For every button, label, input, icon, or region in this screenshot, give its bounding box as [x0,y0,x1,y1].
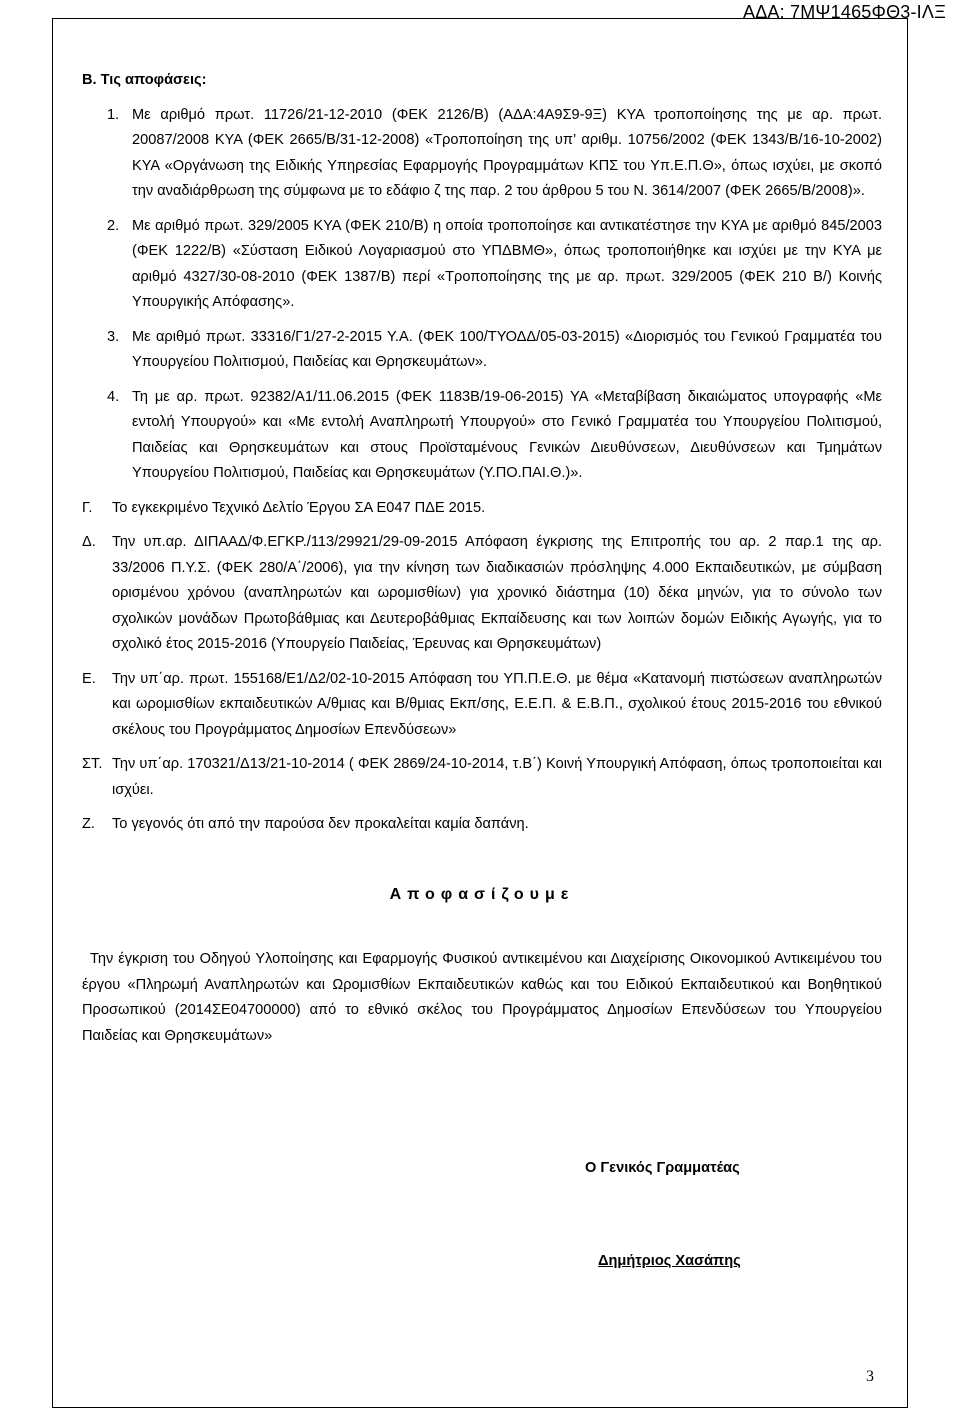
list-item [82,103,882,205]
ada-code: ΑΔΑ: 7ΜΨ1465ΦΘ3-ΙΛΞ [742,2,946,22]
section-letter: Ε. [82,670,96,687]
section-text: Την υπ.αρ. ΔΙΠΑΑΔ/Φ.ΕΓΚΡ./113/29921/29-09-2015 Απόφαση έγκρισης της Επιτροπής του αρ. 2 παρ.1 της αρ. 33/2006 Π.Υ.Σ. (ΦΕΚ 280/Α΄/2006), για την κίνηση των διαδικασιών πρόσληψης 4.000 Εκπαιδευτικών, με σύμβαση ορισμένου χρόνου (αναπληρωτών και ωρομισθίων) για χρονικό διάστημα (10) δέκα μηνών, για το σύνολο των σχολικών μονάδων Πρωτοβάθμιας και Δευτεροβάθμιας Εκπαίδευσης και των λοιπών δομών Ειδικής Αγωγής, για το σχολικό έτος 2015-2016 (Υπουργείο Παιδείας, Έρευνας και Θρησκευμάτων) [112,534,882,652]
list-item [82,385,882,487]
signer-title: Ο Γενικός Γραμματέας [585,1160,740,1176]
decision-text: Την έγκριση του Οδηγού Υλοποίησης και Εφαρμογής Φυσικού αντικειμένου και Διαχείρισης Οικονομικού Αντικειμένου του έργου «Πληρωμή Αναπληρωτών και Ωρομισθίων Εκπαιδευτικών καθώς και του Ειδικού Εκπαιδευτικού και Βοηθητικού Προσωπικού (2014ΣΕ04700000) από το εθνικό σκέλος του Προγράμματος Δημοσίων Επενδύσεων του Υπουργείου Παιδείας και Θρησκευμάτων» [82,951,882,1044]
page-number: 3 [866,1368,874,1385]
item-number: 3. [107,328,120,345]
section-item [82,530,882,658]
item-text: Με αριθμό πρωτ. 329/2005 ΚΥΑ (ΦΕΚ 210/Β) η οποία τροποποίησε και αντικατέστησε την ΚΥΑ με αριθμό 845/2003 (ΦΕΚ 1222/Β) «Σύσταση Ειδικού Λογαριασμού στο ΥΠΔΒΜΘ», όπως τροποποιήθηκε και ισχύει με την ΚΥΑ με αριθμό 4327/30-08-2010 (ΦΕΚ 1387/Β) περί «Τροποποίησης της με αρ. πρωτ. 329/2005 (ΦΕΚ 210 Β/) Κοινής Υπουργικής Απόφασης». [132,217,882,310]
section-letter: Δ. [82,534,96,550]
section-letter: Ζ. [82,816,95,832]
section-letter: ΣΤ. [82,756,103,772]
section-item [82,667,882,744]
section-b-title: Β. Τις αποφάσεις: [82,72,207,88]
list-item [82,325,882,376]
item-number: 1. [107,106,120,123]
section-text: Το γεγονός ότι από την παρούσα δεν προκαλείται καμία δαπάνη. [112,816,529,832]
document-body [82,68,882,1049]
item-number: 4. [107,388,120,405]
section-text: Το εγκεκριμένο Τεχνικό Δελτίο Έργου ΣΑ Ε047 ΠΔΕ 2015. [112,499,486,516]
list-item [82,214,882,316]
item-text: Τη με αρ. πρωτ. 92382/Α1/11.06.2015 (ΦΕΚ 1183Β/19-06-2015) ΥΑ «Μεταβίβαση δικαιώματος υπογραφής «Με εντολή Υπουργού» και «Με εντολή Αναπληρωτή Υπουργού» στο Γενικό Γραμματέα του Υπουργείου Πολιτισμού, Παιδείας και Θρησκευμάτων και στους Προϊσταμένους Γενικών Διευθύνσεων, Διευθύνσεων και Τμημάτων Υπουργείου Πολιτισμού, Παιδείας και Θρησκευμάτων (Υ.ΠΟ.ΠΑΙ.Θ.)». [132,388,882,481]
item-text: Με αριθμό πρωτ. 11726/21-12-2010 (ΦΕΚ 2126/Β) (ΑΔΑ:4Α9Σ9-9Ξ) ΚΥΑ τροποποίησης της με αρ. πρωτ. 20087/2008 ΚΥΑ (ΦΕΚ 2665/Β/31-12-2008) «Τροποποίηση της υπ’ αριθμ. 10756/2002 (ΦΕΚ 1343/Β/16-10-2002) ΚΥΑ «Οργάνωση της Ειδικής Υπηρεσίας Εφαρμογής Προγραμμάτων ΚΠΣ του Υπ.Ε.Π.Θ», όπως ισχύει, με σκοπό την αναδιάρθρωση της σύμφωνα με το εδάφιο ζ της παρ. 2 του άρθρου 5 του Ν. 3614/2007 (ΦΕΚ 2665/Β/2008)». [132,106,882,199]
section-item [82,496,882,522]
signer-name: Δημήτριος Χασάπης [598,1253,741,1269]
section-item [82,752,882,803]
item-number: 2. [107,217,120,234]
section-letter: Γ. [82,499,93,516]
decision-heading: Αποφασίζουμε [389,885,575,903]
section-text: Την υπ΄αρ. πρωτ. 155168/Ε1/Δ2/02-10-2015 Απόφαση του ΥΠ.Π.Ε.Θ. με θέμα «Κατανομή πιστώσεων αναπληρωτών και ωρομισθίων εκπαιδευτικών Α/θμιας και Β/θμιας Εκπ/σης, Ε.Ε.Π. & Ε.Β.Π., σχολικού έτους 2015-2016 του εθνικού σκέλους του Προγράμματος Δημοσίων Επενδύσεων» [112,670,882,738]
item-text: Με αριθμό πρωτ. 33316/Γ1/27-2-2015 Υ.Α. (ΦΕΚ 100/ΤΥΟΔΔ/05-03-2015) «Διορισμός του Γενικού Γραμματέα του Υπουργείου Πολιτισμού, Παιδείας και Θρησκευμάτων». [132,328,882,370]
section-item [82,812,882,838]
section-text: Την υπ΄αρ. 170321/Δ13/21-10-2014 ( ΦΕΚ 2869/24-10-2014, τ.Β΄) Κοινή Υπουργική Απόφαση, όπως τροποποιείται και ισχύει. [112,756,882,798]
